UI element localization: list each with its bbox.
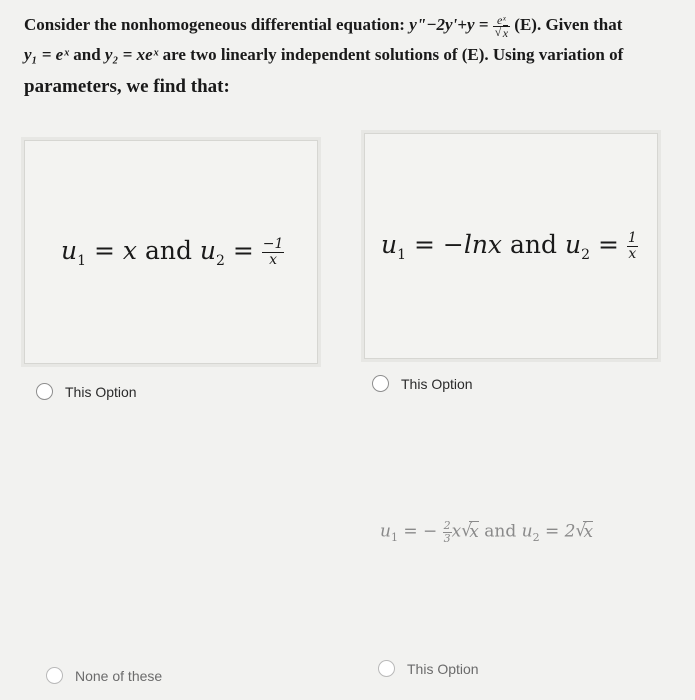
option-a-card[interactable] <box>24 140 318 364</box>
option-d[interactable] <box>46 667 162 684</box>
question-line-1: Consider the nonhomogeneous differential equation: y"−2y'+y = eˣ √ x (E). Given that <box>24 10 664 40</box>
option-c-radio[interactable] <box>378 660 395 677</box>
equation-rhs-fraction: eˣ √ x <box>493 14 510 39</box>
option-b-card[interactable] <box>364 133 658 359</box>
option-c-math: $u_1$ = − $\frac{2}{3}$ x√ x and $u_2 = 2√$ x <box>380 520 593 544</box>
question-line-3: parameters, we find that: <box>24 75 230 97</box>
option-a[interactable] <box>36 383 137 400</box>
option-c[interactable] <box>378 660 479 677</box>
question-line-2: y₁ = eˣ and y₂ = xeˣ are two linearly independent solutions of (E). Using variation of <box>24 44 624 64</box>
option-a-label: This Option <box>65 383 137 400</box>
option-b[interactable] <box>372 375 473 392</box>
question-text <box>24 10 664 103</box>
option-a-math: $u_1 = x$ and $u_2$ = $\frac{-1}{x}$ <box>61 236 284 269</box>
option-b-radio[interactable] <box>372 375 389 392</box>
option-a-radio[interactable] <box>36 383 53 400</box>
option-d-radio[interactable] <box>46 667 63 684</box>
option-c-label: This Option <box>407 660 479 677</box>
option-d-label: None of these <box>75 667 163 684</box>
option-b-math: $u_1 = -\ln x$ and $u_2$ = $\frac{1}{x}$ <box>381 230 637 263</box>
option-b-label: This Option <box>401 375 473 392</box>
differential-equation: y"−2y'+y = eˣ √ x <box>409 15 514 34</box>
